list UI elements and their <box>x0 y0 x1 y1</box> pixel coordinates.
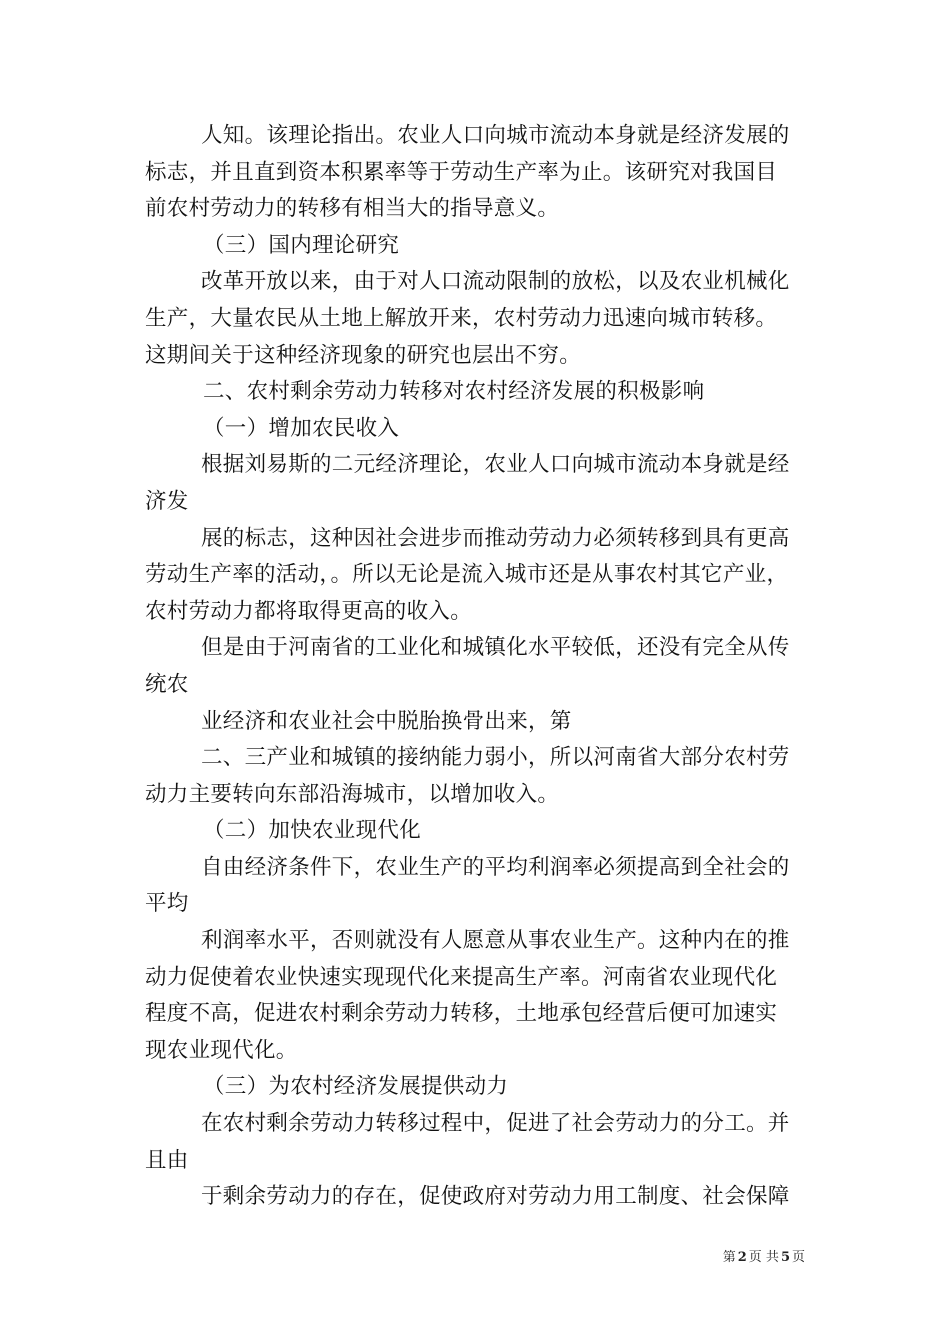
paragraph-line: 劳动生产率的活动，。所以无论是流入城市还是从事农村其它产业， <box>145 562 789 588</box>
section-heading: （三）为农村经济发展提供动力 <box>203 1074 509 1100</box>
footer-middle: 页 共 <box>748 1250 779 1265</box>
paragraph-line: 平均 <box>145 891 189 917</box>
section-heading: （三）国内理论研究 <box>203 232 400 258</box>
paragraph-line: 生产，大量农民从土地上解放开来，农村劳动力迅速向城市转移。 <box>145 305 778 331</box>
paragraph-line: 二、三产业和城镇的接纳能力弱小，所以河南省大部分农村劳 <box>201 745 790 771</box>
section-heading: （一）增加农民收入 <box>203 415 400 441</box>
footer-prefix: 第 <box>722 1250 736 1265</box>
paragraph-line: 前农村劳动力的转移有相当大的指导意义。 <box>145 196 560 222</box>
paragraph-line: 根据刘易斯的二元经济理论，农业人口向城市流动本身就是经 <box>201 452 790 478</box>
paragraph-line: 业经济和农业社会中脱胎换骨出来，第 <box>201 708 572 734</box>
paragraph-line: 农村劳动力都将取得更高的收入。 <box>145 598 473 624</box>
footer-suffix: 页 <box>791 1250 805 1265</box>
footer-page-number: 2 <box>737 1250 747 1265</box>
paragraph-line: 利润率水平，否则就没有人愿意从事农业生产。这种内在的推 <box>201 928 790 954</box>
document-body <box>145 118 815 1216</box>
paragraph-line: 济发 <box>145 488 189 514</box>
paragraph-line: 统农 <box>145 671 189 697</box>
paragraph-line: 动力促使着农业快速实现现代化来提高生产率。河南省农业现代化 <box>145 964 778 990</box>
footer-total-pages: 5 <box>780 1250 790 1265</box>
chapter-heading: 二、农村剩余劳动力转移对农村经济发展的积极影响 <box>203 379 705 405</box>
paragraph-line: 程度不高，促进农村剩余劳动力转移，土地承包经营后便可加速实 <box>145 1001 778 1027</box>
paragraph-line: 自由经济条件下，农业生产的平均利润率必须提高到全社会的 <box>201 854 790 880</box>
page-footer <box>723 1250 805 1266</box>
paragraph-line: 人知。该理论指出。农业人口向城市流动本身就是经济发展的 <box>201 123 790 148</box>
paragraph-line: 动力主要转向东部沿海城市，以增加收入。 <box>145 781 560 807</box>
paragraph-line: 现农业现代化。 <box>145 1037 298 1063</box>
paragraph-line: 改革开放以来，由于对人口流动限制的放松，以及农业机械化 <box>201 269 790 295</box>
paragraph-line: 标志，并且直到资本积累率等于劳动生产率为止。该研究对我国目 <box>145 159 778 185</box>
paragraph-line: 在农村剩余劳动力转移过程中，促进了社会劳动力的分工。并 <box>201 1111 790 1137</box>
paragraph-line: 这期间关于这种经济现象的研究也层出不穷。 <box>145 342 582 368</box>
paragraph-line: 且由 <box>145 1147 189 1173</box>
paragraph-line: 于剩余劳动力的存在，促使政府对劳动力用工制度、社会保障 <box>201 1184 790 1210</box>
paragraph-line: 但是由于河南省的工业化和城镇化水平较低，还没有完全从传 <box>201 635 790 661</box>
section-heading: （二）加快农业现代化 <box>203 818 422 844</box>
paragraph-line: 展的标志，这种因社会进步而推动劳动力必须转移到具有更高 <box>201 525 790 551</box>
